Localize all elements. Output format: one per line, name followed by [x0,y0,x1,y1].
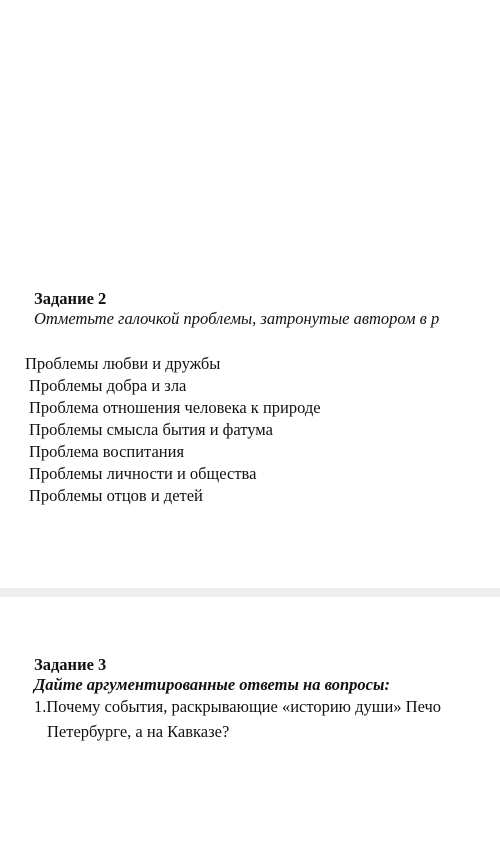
problem-item: Проблемы добра и зла [29,376,187,395]
problem-item: Проблемы любви и дружбы [25,354,221,373]
task-2-title: Задание 2 [34,289,107,308]
problem-item: Проблемы смысла бытия и фатума [29,420,273,439]
task-3-question-1-line-1: 1.Почему события, раскрывающие «историю души» Печо [34,697,442,716]
problem-item: Проблема воспитания [29,442,185,461]
document-page-lower [0,597,500,849]
task-3-title: Задание 3 [34,655,107,674]
problem-item: Проблема отношения человека к природе [29,398,321,417]
task-3-instruction: Дайте аргументированные ответы на вопросы: [34,675,390,694]
page-separator [0,588,500,597]
problem-item: Проблемы отцов и детей [29,486,203,505]
problem-item: Проблемы личности и общества [29,464,257,483]
task-3-question-1-line-2: Петербурге, а на Кавказе? [47,722,230,741]
task-2-instruction: Отметьте галочкой проблемы, затронутые автором в р [34,309,440,328]
